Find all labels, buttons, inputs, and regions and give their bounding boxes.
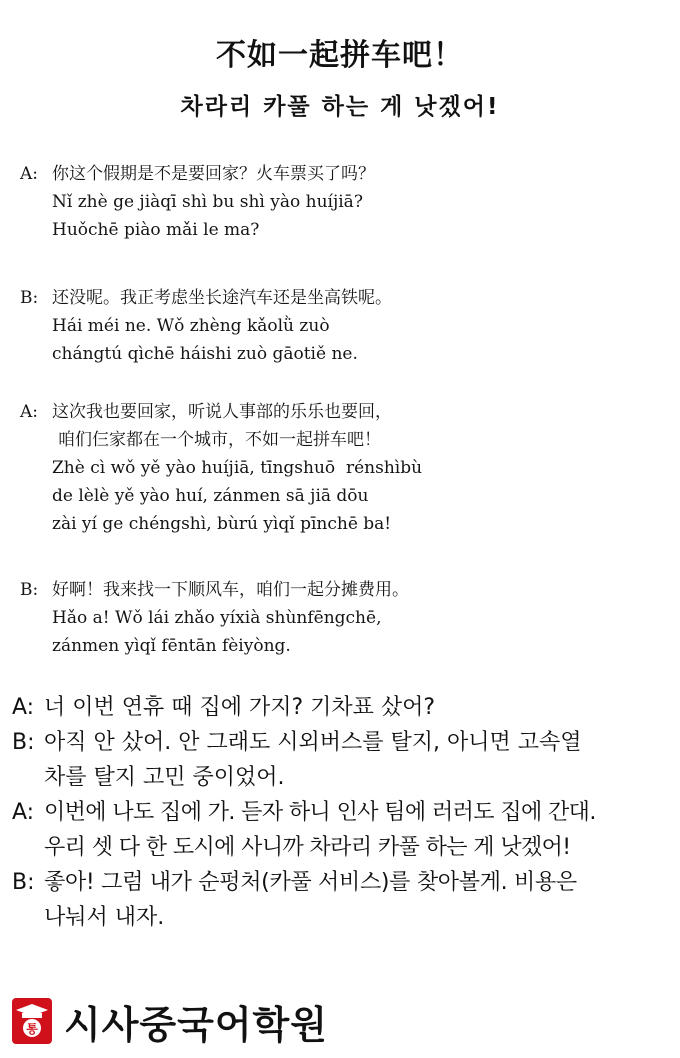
pinyin-line: Hái méi ne. Wǒ zhèng kǎolǜ zuò <box>52 316 330 336</box>
speaker-label: A: <box>12 695 35 720</box>
mortarboard-logo-icon <box>10 996 54 1046</box>
dialogue-block-4 <box>20 576 670 660</box>
dialogue-block-3 <box>20 398 670 538</box>
korean-text: 아직 안 샀어. 안 그래도 시외버스를 탈지, 아니면 고속열 <box>44 730 582 755</box>
korean-line <box>12 725 676 760</box>
dialogue-line <box>20 160 670 188</box>
speaker-label: A: <box>20 164 39 184</box>
hanzi-line: 还没呢。我正考虑坐长途汽车还是坐高铁呢。 <box>52 288 392 308</box>
korean-line: 차를 탈지 고민 중이었어. <box>44 765 285 790</box>
speaker-label: A: <box>12 800 35 825</box>
speaker-label: B: <box>12 870 35 895</box>
speaker-label: B: <box>20 288 39 308</box>
pinyin-line: Hǎo a! Wǒ lái zhǎo yíxià shùnfēngchē, <box>52 608 382 628</box>
korean-line <box>12 795 676 830</box>
korean-line <box>12 865 676 900</box>
hanzi-line: 你这个假期是不是要回家？火车票买了吗？ <box>52 164 375 184</box>
pinyin-line: chángtú qìchē háishi zuò gāotiě ne. <box>52 344 358 364</box>
pinyin-line: zài yí ge chéngshì, bùrú yìqǐ pīnchē ba! <box>52 514 392 534</box>
korean-line: 우리 셋 다 한 도시에 사니까 차라리 카풀 하는 게 낫겠어! <box>44 835 571 860</box>
dialogue-line <box>20 398 670 426</box>
pinyin-line: Huǒchē piào mǎi le ma? <box>52 220 260 240</box>
hanzi-line: 咱们仨家都在一个城市，不如一起拼车吧！ <box>58 430 381 450</box>
title-chinese: 不如一起拼车吧！ <box>216 38 464 73</box>
school-logo <box>10 996 328 1046</box>
korean-translation <box>12 690 676 935</box>
pinyin-line: Nǐ zhè ge jiàqī shì bu shì yào huíjiā? <box>52 192 363 212</box>
korean-line: 나눠서 내자. <box>44 905 165 930</box>
korean-text: 이번에 나도 집에 가. 듣자 하니 인사 팀에 러러도 집에 간대. <box>44 800 596 825</box>
speaker-label: A: <box>20 402 39 422</box>
dialogue-block-2 <box>20 284 670 368</box>
hanzi-line: 好啊！我来找一下顺风车，咱们一起分摊费用。 <box>52 580 409 600</box>
korean-line <box>12 690 676 725</box>
logo-mark-text: 통 <box>26 1022 38 1036</box>
speaker-label: B: <box>12 730 35 755</box>
school-name: 시사중국어학원 <box>64 1002 328 1047</box>
title-korean: 차라리 카풀 하는 게 낫겠어! <box>180 94 500 120</box>
pinyin-line: zánmen yìqǐ fēntān fèiyòng. <box>52 636 291 656</box>
pinyin-line: Zhè cì wǒ yě yào huíjiā, tīngshuō rénshìbù <box>52 458 423 478</box>
korean-text: 너 이번 연휴 때 집에 가지? 기차표 샀어? <box>44 695 436 720</box>
dialogue-line <box>20 576 670 604</box>
dialogue-block-1 <box>20 160 670 244</box>
korean-text: 좋아! 그럼 내가 순펑처(카풀 서비스)를 찾아볼게. 비용은 <box>44 870 577 895</box>
pinyin-line: de lèlè yě yào huí, zánmen sā jiā dōu <box>52 486 369 506</box>
speaker-label: B: <box>20 580 39 600</box>
hanzi-line: 这次我也要回家，听说人事部的乐乐也要回， <box>52 402 392 422</box>
dialogue-line <box>20 284 670 312</box>
